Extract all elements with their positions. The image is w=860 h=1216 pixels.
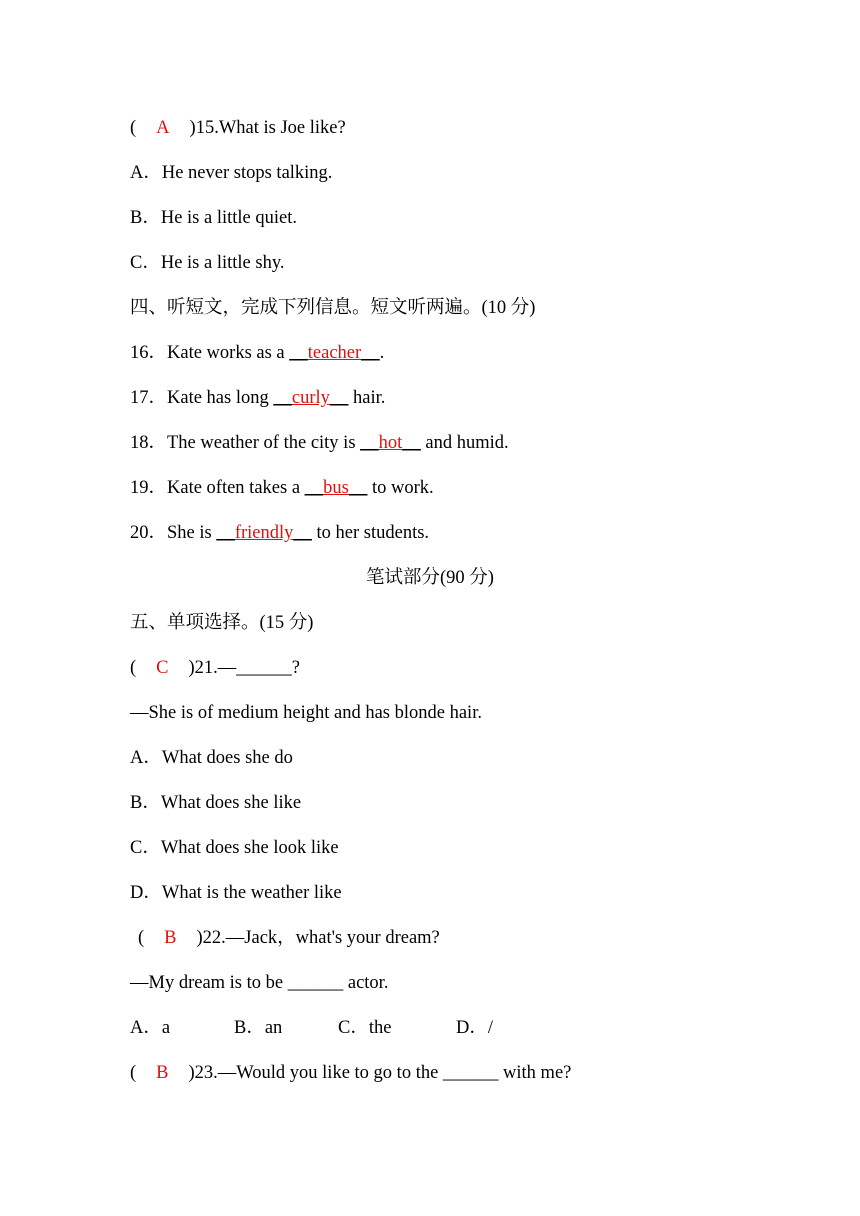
fill-20-post: to her students.	[311, 523, 430, 543]
fill-16-blank-trail: __	[361, 343, 380, 363]
fill-16-post: .	[379, 343, 385, 363]
fill-17	[130, 386, 385, 410]
bracket-open: (	[138, 928, 145, 948]
fill-17-answer: curly	[291, 388, 330, 408]
fill-20	[130, 521, 429, 545]
fill-20-answer: friendly	[234, 523, 294, 543]
fill-17-blank-lead: __	[273, 388, 292, 408]
question-23	[130, 1061, 571, 1085]
bracket-open: (	[130, 1063, 137, 1083]
answer-15: A	[156, 118, 170, 138]
section-4-title: 四、听短文，完成下列信息。短文听两遍。(10 分)	[130, 298, 536, 318]
fill-20-blank-lead: __	[216, 523, 235, 543]
option-22-d: D．/	[456, 1018, 494, 1038]
fill-18-blank-trail: __	[402, 433, 421, 453]
fill-19-blank-trail: __	[348, 478, 368, 498]
bracket-open: (	[130, 118, 137, 138]
fill-17-pre: 17．Kate has long	[130, 388, 274, 408]
fill-18	[130, 431, 509, 455]
option-22-b: B．an	[234, 1018, 283, 1038]
option-21-b: B．What does she like	[130, 793, 302, 813]
bracket-open: (	[130, 658, 137, 678]
option-15-b: B．He is a little quiet.	[130, 208, 297, 228]
option-22-c: C．the	[338, 1018, 392, 1038]
fill-19	[130, 476, 434, 500]
fill-16	[130, 341, 384, 365]
fill-17-blank-trail: __	[329, 388, 349, 408]
fill-18-answer: hot	[378, 433, 403, 453]
question-23-stem: )23.—Would you like to go to the ______ with me?	[188, 1063, 572, 1083]
fill-19-pre: 19．Kate often takes a	[130, 478, 305, 498]
question-21	[130, 656, 300, 680]
fill-17-post: hair.	[348, 388, 386, 408]
fill-19-answer: bus	[323, 478, 349, 498]
written-part-title: 笔试部分(90 分)	[366, 568, 494, 588]
question-22-stem: )22.—Jack，what's your dream?	[196, 928, 440, 948]
answer-22: B	[164, 928, 177, 948]
fill-18-blank-lead: __	[360, 433, 379, 453]
fill-18-pre: 18．The weather of the city is	[130, 433, 361, 453]
option-21-d: D．What is the weather like	[130, 883, 342, 903]
question-22-reply: —My dream is to be ______ actor.	[130, 973, 389, 993]
question-15	[130, 116, 346, 140]
section-5-title: 五、单项选择。(15 分)	[130, 613, 314, 633]
option-21-a: A．What does she do	[130, 748, 293, 768]
answer-21: C	[156, 658, 169, 678]
question-21-stem: )21.—______?	[188, 658, 301, 678]
question-21-reply: —She is of medium height and has blonde hair.	[130, 703, 482, 723]
fill-20-pre: 20．She is	[130, 523, 217, 543]
fill-18-post: and humid.	[420, 433, 509, 453]
fill-16-answer: teacher	[307, 343, 362, 363]
fill-20-blank-trail: __	[293, 523, 312, 543]
option-21-c: C．What does she look like	[130, 838, 339, 858]
fill-19-post: to work.	[367, 478, 434, 498]
fill-16-pre: 16．Kate works as a	[130, 343, 290, 363]
option-22-a: A．a	[130, 1018, 171, 1038]
option-15-a: A．He never stops talking.	[130, 163, 333, 183]
question-15-stem: )15.What is Joe like?	[189, 118, 346, 138]
answer-23: B	[156, 1063, 169, 1083]
question-22	[138, 926, 440, 950]
fill-19-blank-lead: __	[304, 478, 324, 498]
option-15-c: C．He is a little shy.	[130, 253, 285, 273]
fill-16-blank-lead: __	[289, 343, 308, 363]
